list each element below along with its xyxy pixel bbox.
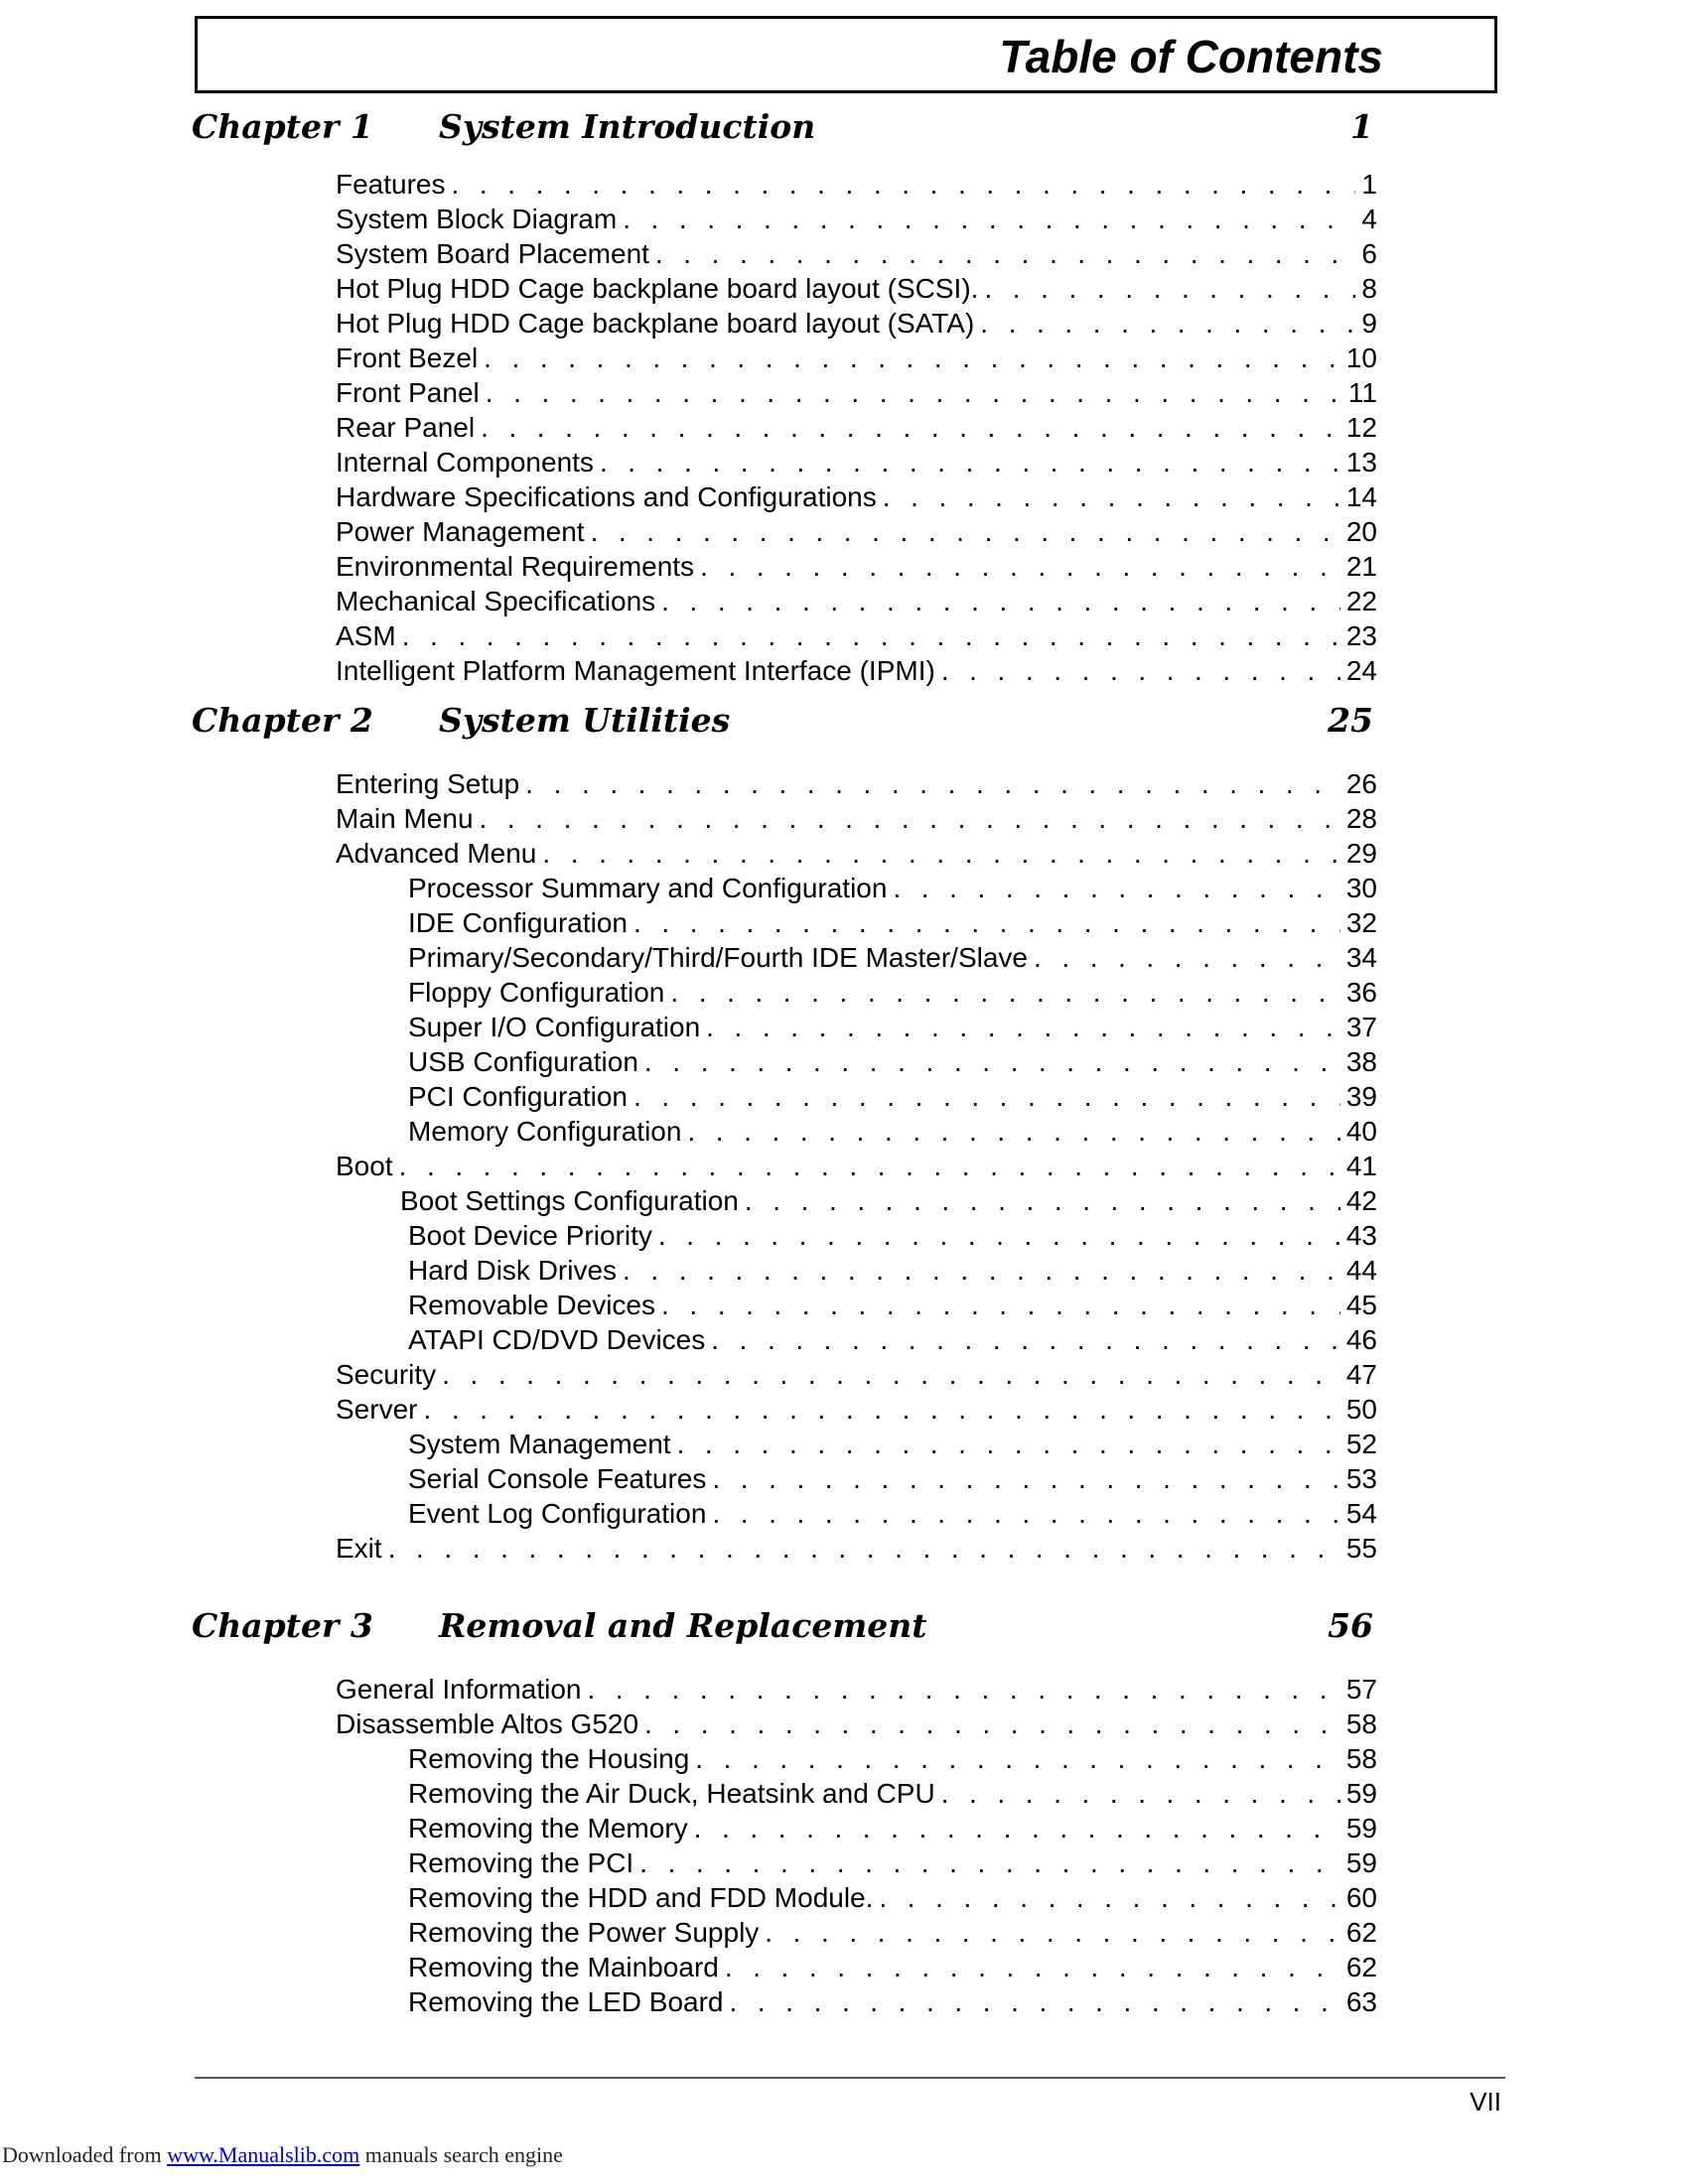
chapter-title: System Introduction <box>439 107 816 146</box>
toc-entry-title: Removing the PCI <box>408 1847 634 1878</box>
toc-entry[interactable] <box>408 1322 1377 1357</box>
toc-entry-page: 59 <box>1345 1813 1377 1843</box>
toc-entry-page: 12 <box>1345 412 1377 443</box>
toc-entry-page: 50 <box>1345 1394 1377 1425</box>
toc-entry-page: 41 <box>1345 1151 1377 1181</box>
toc-entry[interactable] <box>336 410 1377 445</box>
dot-leader <box>623 202 1355 236</box>
toc-entry[interactable] <box>336 1672 1377 1706</box>
dot-leader <box>525 766 1340 801</box>
dot-leader <box>984 271 1355 306</box>
toc-entry-title: Floppy Configuration <box>408 977 665 1008</box>
toc-entry-page: 29 <box>1345 838 1377 869</box>
chapter-number: Chapter 1 <box>192 107 373 146</box>
toc-entry-title: General Information <box>336 1674 582 1705</box>
toc-entry-page: 59 <box>1345 1847 1377 1878</box>
toc-entry[interactable] <box>408 1950 1377 1984</box>
toc-entry[interactable] <box>336 1392 1377 1427</box>
toc-entry-title: Memory Configuration <box>408 1116 682 1147</box>
toc-entry-title: Boot Settings Configuration <box>400 1185 739 1216</box>
dot-leader <box>712 1461 1339 1496</box>
toc-entry[interactable] <box>408 1741 1377 1776</box>
toc-entry[interactable] <box>408 1915 1377 1950</box>
toc-entry-title: Security <box>336 1359 437 1390</box>
dot-leader <box>399 1149 1340 1183</box>
toc-entry-page: 14 <box>1345 481 1377 512</box>
toc-entry-title: Removing the Mainboard <box>408 1952 719 1982</box>
dot-leader <box>941 1776 1340 1811</box>
toc-entry[interactable] <box>408 1253 1377 1288</box>
toc-entry-page: 53 <box>1345 1463 1377 1494</box>
toc-entry[interactable] <box>336 1531 1377 1566</box>
toc-entry-page: 47 <box>1345 1359 1377 1390</box>
toc-entry[interactable] <box>336 549 1377 584</box>
toc-entry-title: ATAPI CD/DVD Devices <box>408 1324 706 1355</box>
dot-leader <box>633 1079 1340 1114</box>
chapter-title: Removal and Replacement <box>439 1606 927 1645</box>
toc-entry-page: 45 <box>1345 1290 1377 1320</box>
toc-entry-page: 40 <box>1345 1116 1377 1147</box>
toc-entry-title: Removing the LED Board <box>408 1986 724 2017</box>
footer-suffix: manuals search engine <box>359 2142 563 2167</box>
chapter-heading-2[interactable] <box>192 696 1373 746</box>
toc-entry-title: Removable Devices <box>408 1290 655 1320</box>
dot-leader <box>687 1114 1339 1149</box>
title-box <box>195 16 1497 93</box>
toc-entry-page: 42 <box>1345 1185 1377 1216</box>
toc-entry-title: Internal Components <box>336 447 594 478</box>
dot-leader <box>661 584 1340 618</box>
toc-entry[interactable] <box>336 514 1377 549</box>
toc-entry[interactable] <box>408 940 1377 975</box>
toc-entry[interactable] <box>408 1044 1377 1079</box>
toc-entry-title: Disassemble Altos G520 <box>336 1708 639 1739</box>
dot-leader <box>600 445 1340 479</box>
dot-leader <box>480 801 1340 836</box>
dot-leader <box>644 1706 1340 1741</box>
toc-entry-page: 38 <box>1345 1046 1377 1077</box>
toc-entry[interactable] <box>336 1357 1377 1392</box>
toc-entry[interactable] <box>408 1010 1377 1044</box>
chapter-heading-1[interactable] <box>192 102 1373 152</box>
dot-leader <box>633 905 1340 940</box>
toc-entry-page: 24 <box>1345 655 1377 686</box>
dot-leader <box>388 1531 1340 1566</box>
dot-leader <box>423 1392 1339 1427</box>
toc-entry[interactable] <box>336 836 1377 871</box>
toc-entry-title: Hardware Specifications and Configurations <box>336 481 877 512</box>
dot-leader <box>1034 940 1340 975</box>
dot-leader <box>644 1044 1340 1079</box>
toc-entry-title: Entering Setup <box>336 768 520 799</box>
toc-entry[interactable] <box>408 975 1377 1010</box>
toc-entry-title: Exit <box>336 1533 382 1564</box>
toc-entry[interactable] <box>408 1776 1377 1811</box>
toc-entry[interactable] <box>336 271 1377 306</box>
toc-entry[interactable] <box>408 1461 1377 1496</box>
dot-leader <box>694 1811 1340 1845</box>
dot-leader <box>765 1915 1340 1950</box>
toc-entry-page: 21 <box>1345 551 1377 582</box>
dot-leader <box>980 306 1355 341</box>
dot-leader <box>879 1880 1339 1915</box>
download-footer <box>2 2140 563 2170</box>
page-number: VII <box>1470 2087 1501 2116</box>
toc-entry-title: PCI Configuration <box>408 1081 629 1112</box>
dot-leader <box>658 1218 1340 1253</box>
toc-entry[interactable] <box>336 202 1377 236</box>
toc-entry-page: 63 <box>1345 1986 1377 2017</box>
dot-leader <box>711 1322 1340 1357</box>
toc-entry-title: Boot Device Priority <box>408 1220 652 1251</box>
toc-entry[interactable] <box>408 905 1377 940</box>
toc-entry-page: 58 <box>1345 1708 1377 1739</box>
dot-leader <box>706 1010 1340 1044</box>
toc-entry-title: Rear Panel <box>336 412 476 443</box>
chapter-heading-3[interactable] <box>192 1601 1373 1651</box>
toc-entry[interactable] <box>336 375 1377 410</box>
toc-entry-title: Serial Console Features <box>408 1463 707 1494</box>
toc-entry-title: Intelligent Platform Management Interface (IPMI) <box>336 655 935 686</box>
toc-entry-page: 13 <box>1345 447 1377 478</box>
toc-entry-title: Hard Disk Drives <box>408 1255 618 1286</box>
dot-leader <box>661 1288 1340 1322</box>
toc-entry-page: 60 <box>1345 1882 1377 1913</box>
toc-entry-page: 37 <box>1345 1012 1377 1042</box>
dot-leader <box>725 1950 1340 1984</box>
toc-entry[interactable] <box>336 306 1377 341</box>
toc-entry-title: ASM <box>336 620 396 651</box>
toc-entry-title: Super I/O Configuration <box>408 1012 701 1042</box>
page-title: Table of Contents <box>999 31 1383 82</box>
toc-entry[interactable] <box>408 1811 1377 1845</box>
manualslib-link[interactable]: www.Manualslib.com <box>167 2142 360 2167</box>
toc-entry-title: Removing the HDD and FDD Module. <box>408 1882 874 1913</box>
toc-entry-title: Removing the Power Supply <box>408 1917 760 1948</box>
toc-entry[interactable] <box>336 1149 1377 1183</box>
toc-entry[interactable] <box>408 1496 1377 1531</box>
dot-leader <box>639 1845 1340 1880</box>
toc-entry-title: Main Menu <box>336 803 474 834</box>
toc-entry[interactable] <box>336 653 1377 688</box>
toc-entry-title: Removing the Memory <box>408 1813 688 1843</box>
footer-divider <box>195 2077 1505 2079</box>
toc-entry[interactable] <box>336 766 1377 801</box>
chapter-page: 56 <box>1328 1606 1373 1645</box>
toc-entry-page: 36 <box>1345 977 1377 1008</box>
toc-entry[interactable] <box>408 1288 1377 1322</box>
toc-entry-page: 43 <box>1345 1220 1377 1251</box>
dot-leader <box>481 410 1340 445</box>
toc-entry-page: 4 <box>1361 204 1377 234</box>
toc-entry-title: Hot Plug HDD Cage backplane board layout (SCSI). <box>336 273 979 304</box>
toc-entry-title: USB Configuration <box>408 1046 638 1077</box>
toc-entry-page: 30 <box>1345 873 1377 903</box>
toc-entry-page: 28 <box>1345 803 1377 834</box>
toc-entry[interactable] <box>336 801 1377 836</box>
toc-entry[interactable] <box>408 1218 1377 1253</box>
dot-leader <box>484 341 1340 375</box>
dot-leader <box>893 871 1339 905</box>
toc-entry[interactable] <box>336 618 1377 653</box>
toc-entry-page: 39 <box>1345 1081 1377 1112</box>
chapter-page: 1 <box>1350 107 1373 146</box>
toc-entry-title: System Block Diagram <box>336 204 618 234</box>
toc-entry-page: 54 <box>1345 1498 1377 1529</box>
toc-entry[interactable] <box>336 1706 1377 1741</box>
toc-entry-page: 59 <box>1345 1778 1377 1809</box>
toc-entry[interactable] <box>336 167 1377 202</box>
toc-entry-title: Advanced Menu <box>336 838 537 869</box>
toc-entry-page: 52 <box>1345 1429 1377 1459</box>
toc-entry[interactable] <box>400 1183 1377 1218</box>
dot-leader <box>452 167 1356 202</box>
toc-entry-title: Processor Summary and Configuration <box>408 873 888 903</box>
dot-leader <box>587 1672 1339 1706</box>
toc-entry-page: 58 <box>1345 1743 1377 1774</box>
dot-leader <box>883 479 1340 514</box>
toc-entry-title: System Management <box>408 1429 671 1459</box>
toc-entry-title: Removing the Air Duck, Heatsink and CPU <box>408 1778 935 1809</box>
toc-entry-page: 62 <box>1345 1917 1377 1948</box>
dot-leader <box>670 975 1339 1010</box>
toc-entry[interactable] <box>408 1984 1377 2019</box>
toc-entry-title: Environmental Requirements <box>336 551 695 582</box>
toc-entry-title: Removing the Housing <box>408 1743 690 1774</box>
dot-leader <box>402 618 1340 653</box>
toc-entry-title: Hot Plug HDD Cage backplane board layout (SATA) <box>336 308 975 339</box>
toc-entry-title: System Board Placement <box>336 238 649 269</box>
footer-prefix: Downloaded from <box>2 2142 168 2167</box>
dot-leader <box>442 1357 1340 1392</box>
toc-entry-page: 32 <box>1345 907 1377 938</box>
toc-entry-page: 44 <box>1345 1255 1377 1286</box>
toc-entry[interactable] <box>408 1845 1377 1880</box>
toc-entry-page: 20 <box>1345 516 1377 547</box>
toc-entry-title: Front Bezel <box>336 342 479 373</box>
dot-leader <box>623 1253 1340 1288</box>
toc-entry-page: 6 <box>1361 238 1377 269</box>
toc-entry[interactable] <box>336 236 1377 271</box>
toc-entry-page: 1 <box>1361 169 1377 200</box>
dot-leader <box>712 1496 1339 1531</box>
toc-entry-page: 10 <box>1345 342 1377 373</box>
toc-entry[interactable] <box>408 871 1377 905</box>
toc-entry-title: Event Log Configuration <box>408 1498 707 1529</box>
toc-entry[interactable] <box>336 479 1377 514</box>
toc-entry[interactable] <box>408 1114 1377 1149</box>
dot-leader <box>486 375 1342 410</box>
toc-entry-page: 23 <box>1345 620 1377 651</box>
chapter-number: Chapter 2 <box>192 701 373 740</box>
dot-leader <box>542 836 1339 871</box>
toc-entry-page: 8 <box>1361 273 1377 304</box>
toc-entry-title: Mechanical Specifications <box>336 586 656 616</box>
chapter-title: System Utilities <box>439 701 731 740</box>
toc-entry-page: 11 <box>1347 377 1377 408</box>
chapter-page: 25 <box>1328 701 1373 740</box>
dot-leader <box>695 1741 1340 1776</box>
toc-entry-page: 62 <box>1345 1952 1377 1982</box>
toc-entry-title: Front Panel <box>336 377 480 408</box>
dot-leader <box>745 1183 1340 1218</box>
toc-entry[interactable] <box>336 584 1377 618</box>
toc-entry-page: 22 <box>1345 586 1377 616</box>
dot-leader <box>730 1984 1340 2019</box>
toc-entry-title: Power Management <box>336 516 585 547</box>
toc-entry[interactable] <box>336 445 1377 479</box>
chapter-number: Chapter 3 <box>192 1606 373 1645</box>
dot-leader <box>655 236 1356 271</box>
toc-entry-page: 34 <box>1345 942 1377 973</box>
dot-leader <box>677 1427 1340 1461</box>
toc-entry-title: IDE Configuration <box>408 907 629 938</box>
toc-entry[interactable] <box>408 1079 1377 1114</box>
dot-leader <box>941 653 1340 688</box>
toc-entry-title: Server <box>336 1394 418 1425</box>
toc-entry[interactable] <box>408 1880 1377 1915</box>
dot-leader <box>591 514 1340 549</box>
toc-entry-title: Boot <box>336 1151 393 1181</box>
toc-entry-title: Features <box>336 169 446 200</box>
toc-entry[interactable] <box>408 1427 1377 1461</box>
toc-entry-page: 57 <box>1345 1674 1377 1705</box>
toc-entry-title: Primary/Secondary/Third/Fourth IDE Master/Slave <box>408 942 1028 973</box>
toc-entry-page: 55 <box>1345 1533 1377 1564</box>
toc-entry-page: 46 <box>1345 1324 1377 1355</box>
dot-leader <box>700 549 1340 584</box>
toc-entry[interactable] <box>336 341 1377 375</box>
toc-entry-page: 26 <box>1345 768 1377 799</box>
toc-entry-page: 9 <box>1361 308 1377 339</box>
